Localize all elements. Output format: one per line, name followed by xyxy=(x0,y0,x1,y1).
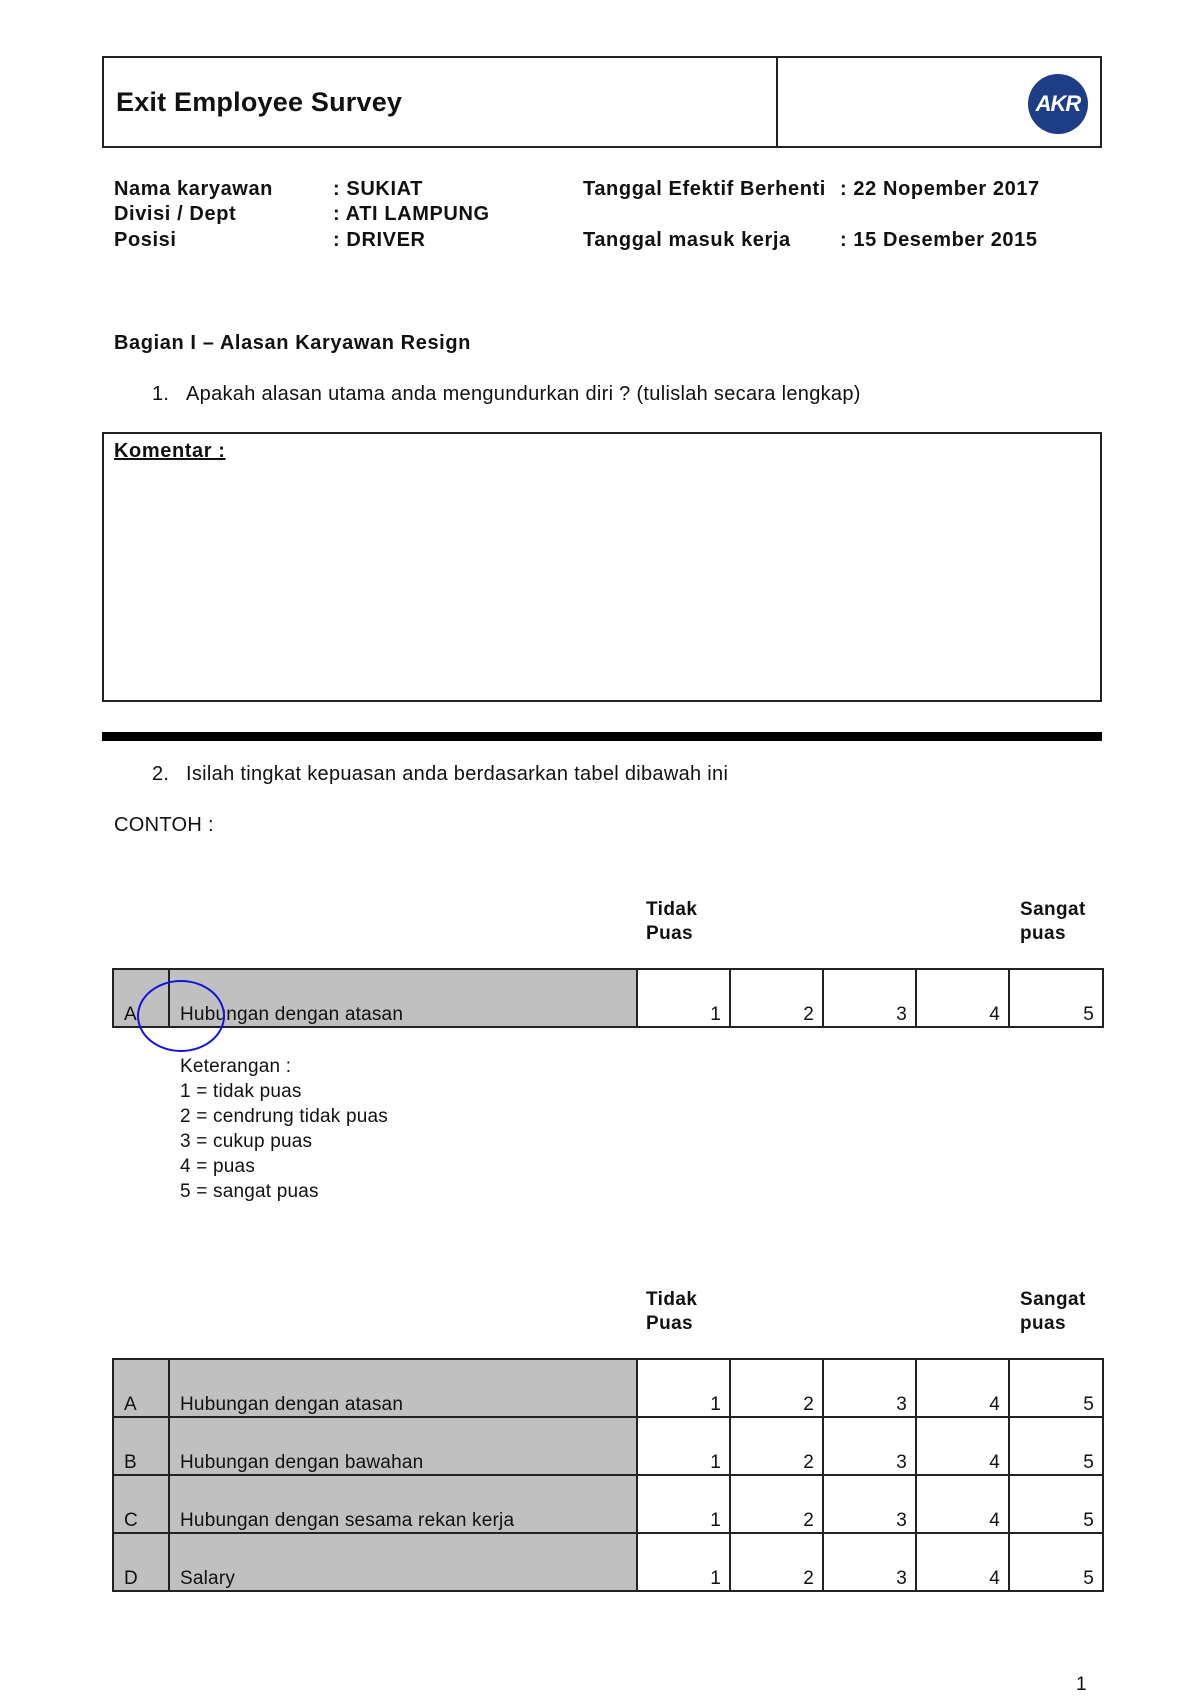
rating-cell-5[interactable]: 5 xyxy=(1009,1533,1103,1591)
legend-item: 2 = cendrung tidak puas xyxy=(180,1106,388,1127)
rating-cell-1[interactable]: 1 xyxy=(637,1359,730,1417)
tgl-berhenti-value: : 22 Nopember 2017 xyxy=(840,178,1040,200)
question-1-number: 1. xyxy=(152,383,170,405)
rating-cell-2[interactable]: 2 xyxy=(730,1475,823,1533)
example-label: CONTOH : xyxy=(114,814,214,836)
scale-high-label-main: Sangat puas xyxy=(1020,1289,1086,1334)
rating-cell-3[interactable]: 3 xyxy=(823,1417,916,1475)
rating-cell-4[interactable]: 4 xyxy=(916,1475,1009,1533)
table-row xyxy=(113,1359,1103,1417)
row-code: A xyxy=(113,969,169,1027)
akr-logo: AKR xyxy=(1028,74,1088,134)
divisi-value: : ATI LAMPUNG xyxy=(333,203,490,225)
divisi-label: Divisi / Dept xyxy=(114,203,237,225)
question-1-text: Apakah alasan utama anda mengundurkan diri ? (tulislah secara lengkap) xyxy=(186,383,861,405)
rating-cell-5[interactable]: 5 xyxy=(1009,969,1103,1027)
rating-cell-4[interactable]: 4 xyxy=(916,969,1009,1027)
rating-cell-2[interactable]: 2 xyxy=(730,969,823,1027)
rating-cell-4[interactable]: 4 xyxy=(916,1533,1009,1591)
row-code: A xyxy=(113,1359,169,1417)
rating-cell-4[interactable]: 4 xyxy=(916,1417,1009,1475)
table-row xyxy=(113,1417,1103,1475)
table-row xyxy=(113,1533,1103,1591)
row-label: Salary xyxy=(169,1533,637,1591)
rating-cell-1[interactable]: 1 xyxy=(637,969,730,1027)
legend-title: Keterangan : xyxy=(180,1056,292,1077)
posisi-label: Posisi xyxy=(114,229,177,251)
rating-cell-1[interactable]: 1 xyxy=(637,1417,730,1475)
title-cell xyxy=(104,58,778,146)
page-title: Exit Employee Survey xyxy=(116,86,403,117)
row-label: Hubungan dengan atasan xyxy=(169,1359,637,1417)
legend-item: 3 = cukup puas xyxy=(180,1131,313,1152)
rating-cell-2[interactable]: 2 xyxy=(730,1533,823,1591)
legend-item: 4 = puas xyxy=(180,1156,256,1177)
rating-cell-3[interactable]: 3 xyxy=(823,1533,916,1591)
rating-cell-1[interactable]: 1 xyxy=(637,1533,730,1591)
nama-value: : SUKIAT xyxy=(333,178,423,200)
legend-item: 5 = sangat puas xyxy=(180,1181,319,1202)
row-code: C xyxy=(113,1475,169,1533)
tgl-masuk-label: Tanggal masuk kerja xyxy=(583,229,791,251)
logo-cell xyxy=(778,58,1100,146)
comment-label: Komentar : xyxy=(114,440,226,462)
row-label: Hubungan dengan sesama rekan kerja xyxy=(169,1475,637,1533)
rating-cell-3[interactable]: 3 xyxy=(823,1475,916,1533)
rating-cell-5[interactable]: 5 xyxy=(1009,1359,1103,1417)
row-label: Hubungan dengan bawahan xyxy=(169,1417,637,1475)
tgl-masuk-value: : 15 Desember 2015 xyxy=(840,229,1038,251)
legend-item: 1 = tidak puas xyxy=(180,1081,302,1102)
rating-table xyxy=(112,1358,1104,1592)
rating-cell-3[interactable]: 3 xyxy=(823,1359,916,1417)
rating-cell-3[interactable]: 3 xyxy=(823,969,916,1027)
comment-box[interactable] xyxy=(102,432,1102,702)
scale-low-label-main: Tidak Puas xyxy=(646,1289,698,1334)
rating-cell-2[interactable]: 2 xyxy=(730,1359,823,1417)
example-table xyxy=(112,968,1104,1028)
row-code: B xyxy=(113,1417,169,1475)
scale-low-label: Tidak Puas xyxy=(646,899,698,944)
rating-cell-4[interactable]: 4 xyxy=(916,1359,1009,1417)
scale-high-label: Sangat puas xyxy=(1020,899,1086,944)
table-row xyxy=(113,969,1103,1027)
table-row xyxy=(113,1475,1103,1533)
rating-cell-5[interactable]: 5 xyxy=(1009,1417,1103,1475)
section-divider xyxy=(102,732,1102,741)
legend xyxy=(180,1054,388,1204)
example-circle-mark xyxy=(137,980,225,1052)
header-box xyxy=(102,56,1102,148)
question-2-number: 2. xyxy=(152,763,170,785)
section-1-title: Bagian I – Alasan Karyawan Resign xyxy=(114,332,471,354)
rating-cell-5[interactable]: 5 xyxy=(1009,1475,1103,1533)
question-2-text: Isilah tingkat kepuasan anda berdasarkan tabel dibawah ini xyxy=(186,763,729,785)
posisi-value: : DRIVER xyxy=(333,229,426,251)
row-label: Hubungan dengan atasan xyxy=(169,969,637,1027)
rating-cell-1[interactable]: 1 xyxy=(637,1475,730,1533)
row-code: D xyxy=(113,1533,169,1591)
rating-cell-2[interactable]: 2 xyxy=(730,1417,823,1475)
tgl-berhenti-label: Tanggal Efektif Berhenti xyxy=(583,178,826,200)
nama-label: Nama karyawan xyxy=(114,178,274,200)
page-number: 1 xyxy=(1076,1674,1087,1695)
